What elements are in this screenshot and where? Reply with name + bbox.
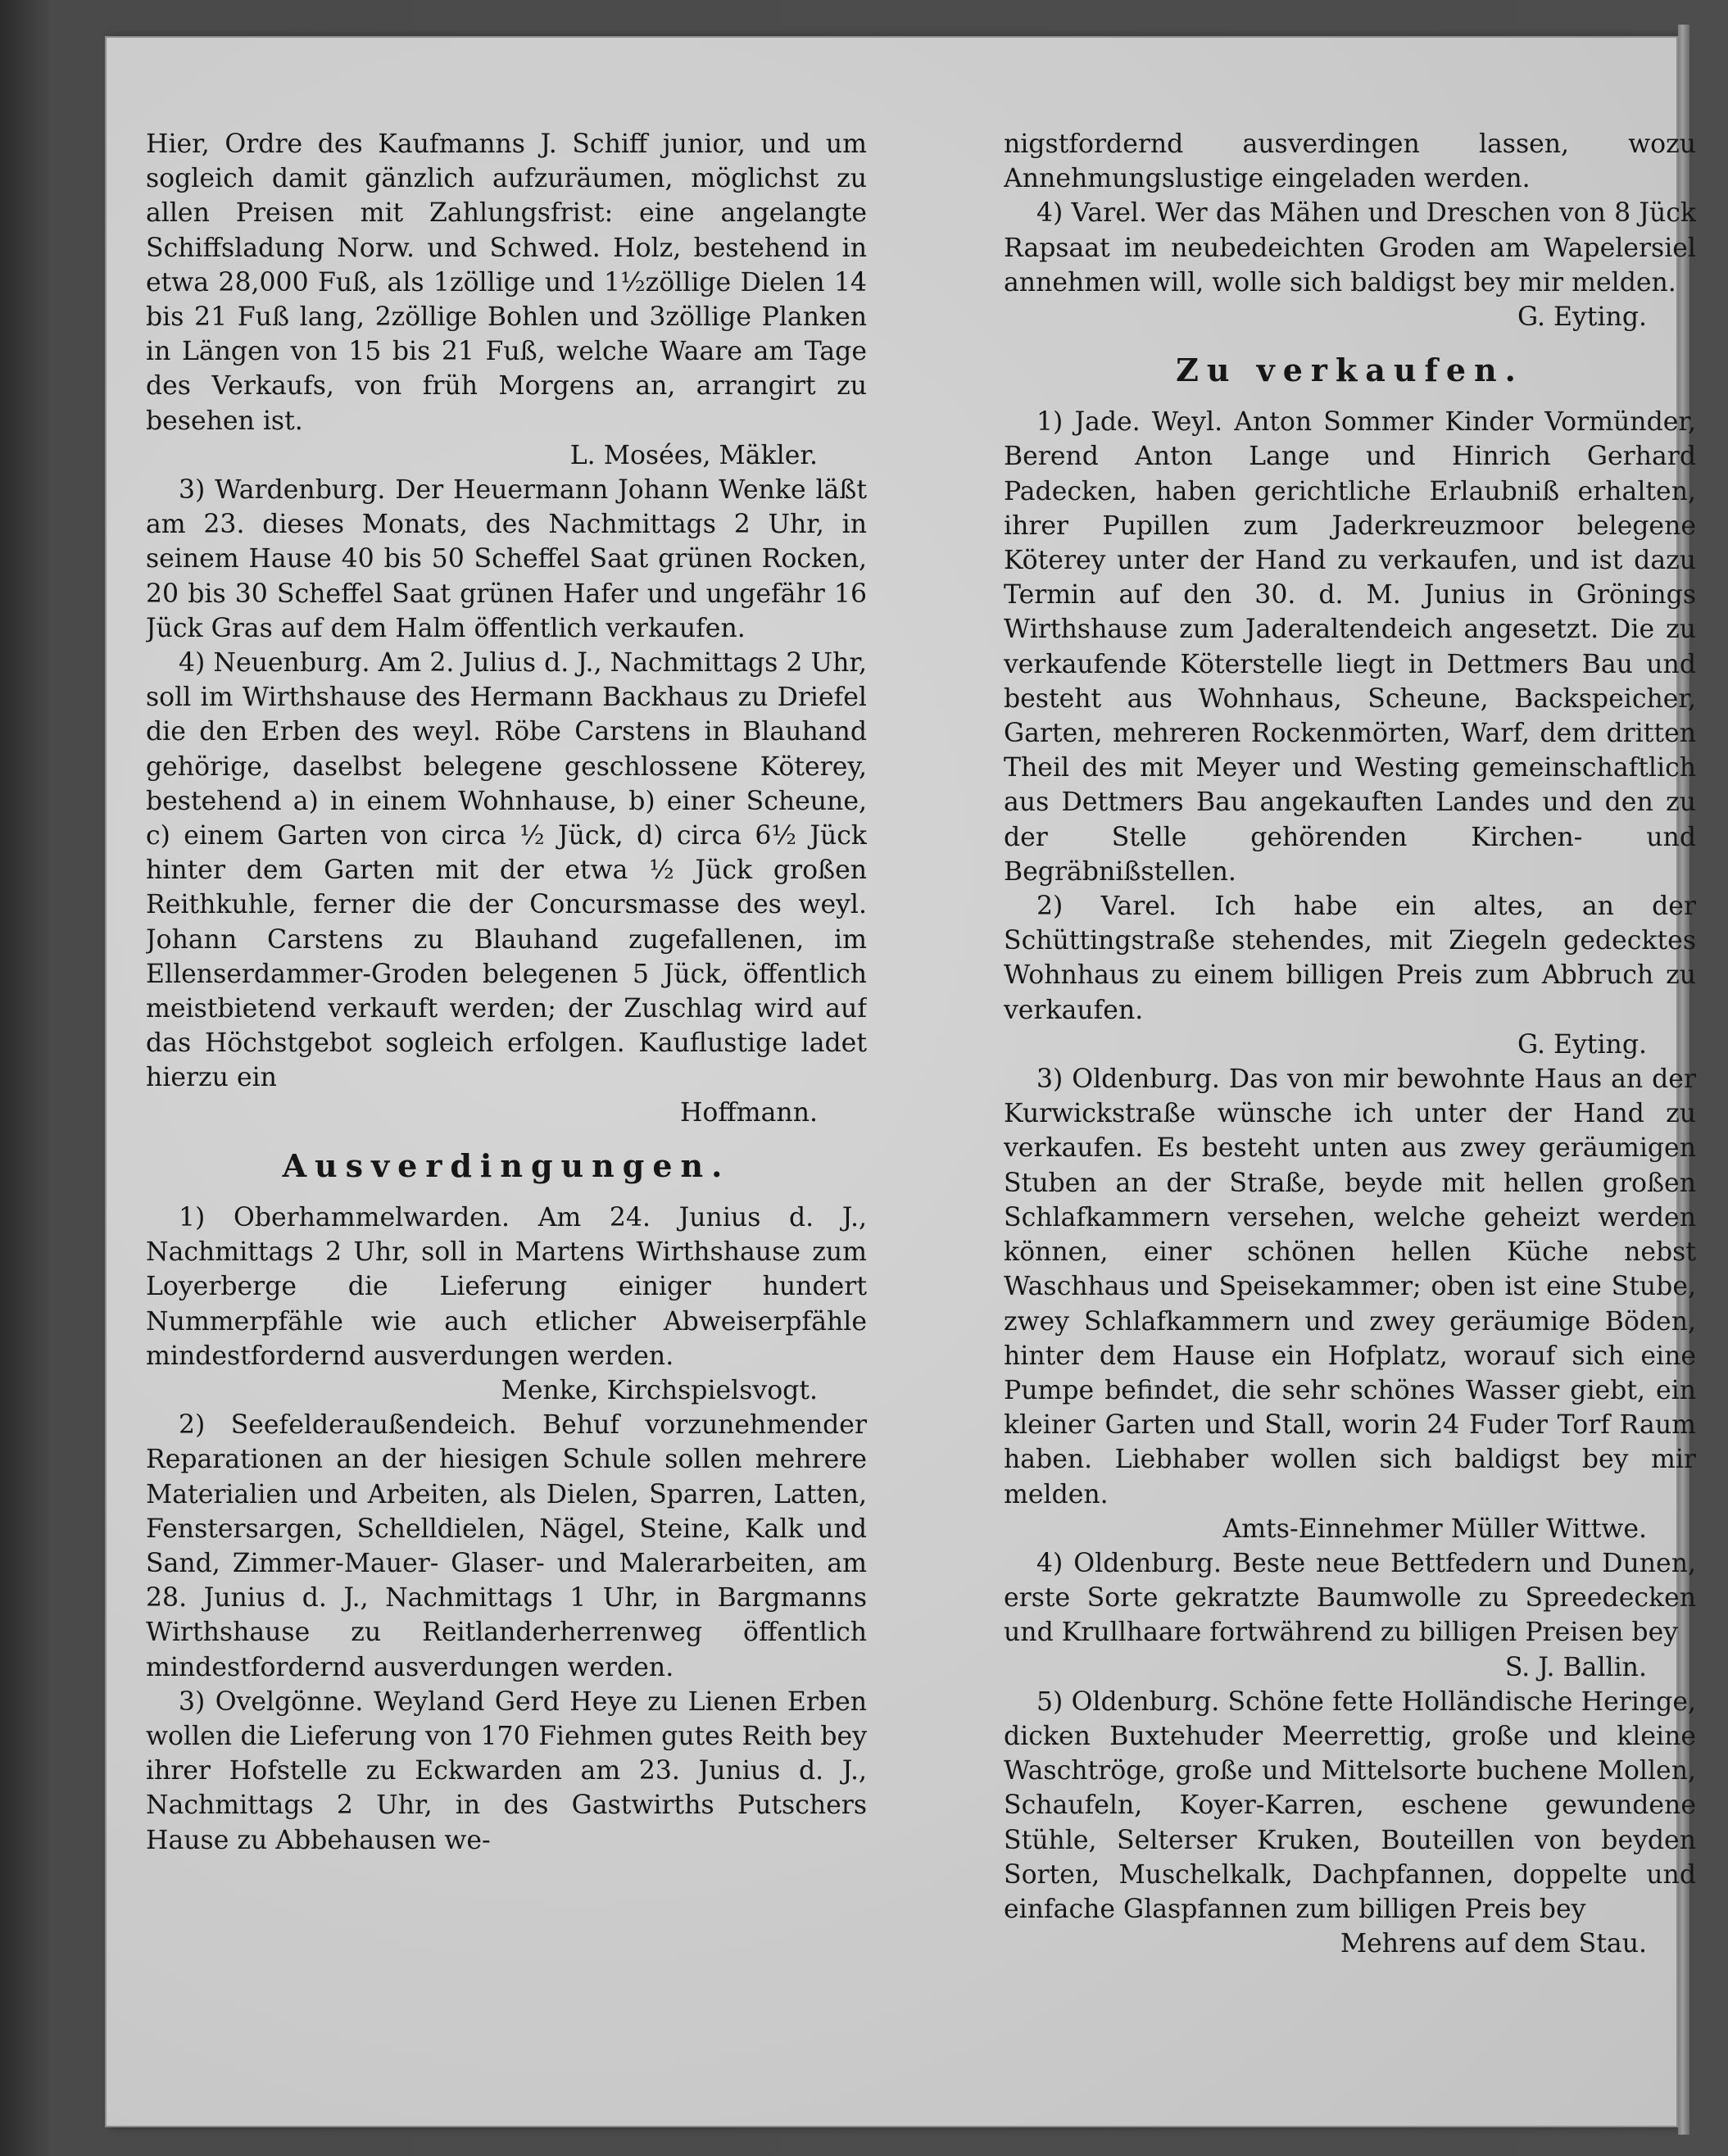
signature: Mehrens auf dem Stau. bbox=[1340, 1929, 1647, 1959]
signature: Menke, Kirchspielsvogt. bbox=[501, 1375, 818, 1405]
left-column bbox=[146, 127, 867, 1979]
signature: L. Mosées, Mäkler. bbox=[569, 440, 818, 470]
section-heading-ausverdingungen: Ausverdingungen. bbox=[282, 1146, 731, 1184]
entry-varel: 4) Varel. Wer das Mähen und Dreschen von 8 Jück Rapsaat im neubedeichten Groden am Wapelersiel annehmen will, wolle sich baldigst bey mir melden. bbox=[1004, 198, 1696, 297]
entry-varel-house: 2) Varel. Ich habe ein altes, an der Schüttingstraße stehendes, mit Ziegeln gedecktes Wohnhaus zu einem billigen Preis zum Abbruch zu verkaufen. bbox=[1004, 892, 1696, 1025]
entry-oldenburg-heringe: 5) Oldenburg. Schöne fette Holländische Heringe, dicken Buxtehuder Meerrettig, große und kleine Waschtröge, große und Mittelsorte buchene Mollen, Schaufeln, Koyer-Karren, eschene gewundene Stühle, Selterser Kruken, Bouteillen von beyden Sorten, Muschelkalk, Dachpfannen, doppelte und einfache Glaspfannen zum billigen Preis bey bbox=[1004, 1686, 1696, 1924]
section-heading-zu-verkaufen: Zu verkaufen. bbox=[1176, 352, 1524, 389]
signature: G. Eyting. bbox=[1517, 1029, 1647, 1060]
entry-oldenburg-bettfedern: 4) Oldenburg. Beste neue Bettfedern und Dunen, erste Sorte gekratzte Baumwolle zu Spreedecken und Krullhaare fortwährend zu billigen Preisen bey bbox=[1004, 1548, 1696, 1648]
signature: Hoffmann. bbox=[679, 1097, 818, 1128]
signature: G. Eyting. bbox=[1517, 302, 1647, 333]
signature: Amts-Einnehmer Müller Wittwe. bbox=[1222, 1514, 1647, 1544]
entry-wardenburg: 3) Wardenburg. Der Heuermann Johann Wenke läßt am 23. dieses Monats, des Nachmittags 2 Uhr, in seinem Hause 40 bis 50 Scheffel Saat grünen Rocken, 20 bis 30 Scheffel Saat grünen Hafer und ungefähr 16 Jück Gras auf dem Halm öffentlich verkaufen. bbox=[146, 475, 867, 643]
paragraph-continuation: nigstfordernd ausverdingen lassen, wozu Annehmungslustige eingeladen werden. bbox=[1004, 129, 1696, 194]
signature: S. J. Ballin. bbox=[1504, 1652, 1647, 1682]
entry-neuenburg: 4) Neuenburg. Am 2. Julius d. J., Nachmittags 2 Uhr, soll im Wirthshause des Hermann Backhaus zu Driefel die den Erben des weyl. Röbe Carstens in Blauhand gehörige, daselbst belegene geschlossene Köterey, bestehend a) in einem Wohnhause, b) einer Scheune, c) einem Garten von circa ½ Jück, d) circa 6½ Jück hinter dem Garten mit der etwa ½ Jück großen Reithkuhle, ferner die der Concursmasse des weyl. Johann Carstens zu Blauhand zugefallenen, im Ellenserdammer-Groden belegenen 5 Jück, öffentlich meistbietend verkauft werden; der Zuschlag wird auf das Höchstgebot sogleich erfolgen. Kauflustige ladet hierzu ein bbox=[146, 648, 867, 1093]
right-column bbox=[1004, 127, 1696, 1979]
entry-oldenburg-house: 3) Oldenburg. Das von mir bewohnte Haus an der Kurwickstraße wünsche ich unter der Hand zu verkaufen. Es besteht unten aus zwey geräumigen Stuben an der Straße, beyde mit hellen großen Schlafkammern versehen, welche geheizt werden können, einer schönen hellen Küche nebst Waschhaus und Speisekammer; oben ist eine Stube, zwey Schlafkammern und zwey geräumige Böden, hinter dem Hause ein Hofplatz, worauf sich eine Pumpe befindet, die sehr schönes Wasser giebt, ein kleiner Garten und Stall, worin 24 Fuder Torf Raum haben. Liebhaber wollen sich baldigst bey mir melden. bbox=[1004, 1064, 1696, 1509]
entry-jade: 1) Jade. Weyl. Anton Sommer Kinder Vormünder, Berend Anton Lange und Hinrich Gerhard Padecken, haben gerichtliche Erlaubniß erhalten, ihrer Pupillen zum Jaderkreuzmoor belegene Köterey unter der Hand zu verkaufen, und ist dazu Termin auf den 30. d. M. Junius in Grönings Wirthshause zum Jaderaltendeich angesetzt. Die zu verkaufende Köterstelle liegt in Dettmers Bau und besteht aus Wohnhaus, Scheune, Backspeicher, Garten, mehreren Rockenmörten, Warf, dem dritten Theil des mit Meyer und Westing gemeinschaftlich aus Dettmers Bau angekauften Landes und den zu der Stelle gehörenden Kirchen- und Begräbnißstellen. bbox=[1004, 407, 1696, 887]
entry-oberhammelwarden: 1) Oberhammelwarden. Am 24. Junius d. J., Nachmittags 2 Uhr, soll in Martens Wirthshause zum Loyerberge die Lieferung einiger hundert Nummerpfähle wie auch etlicher Abweiserpfähle mindestfordernd ausverdungen werden. bbox=[146, 1202, 867, 1371]
entry-seefelderaussendeich: 2) Seefelderaußendeich. Behuf vorzunehmender Reparationen an der hiesigen Schule sollen mehrere Materialien und Arbeiten, als Dielen, Sparren, Latten, Fenstersargen, Schelldielen, Nägel, Steine, Kalk und Sand, Zimmer-Mauer- Glaser- und Malerarbeiten, am 28. Junius d. J., Nachmittags 1 Uhr, in Bargmanns Wirthshause zu Reitlanderherrenweg öffentlich mindestfordernd ausverdungen werden. bbox=[146, 1410, 867, 1682]
entry-ovelgoenne: 3) Ovelgönne. Weyland Gerd Heye zu Lienen Erben wollen die Lieferung von 170 Fiehmen gutes Reith bey ihrer Hofstelle zu Eckwarden am 23. Junius d. J., Nachmittags 2 Uhr, in des Gastwirths Putschers Hause zu Abbehausen we- bbox=[146, 1686, 867, 1855]
paragraph: Hier, Ordre des Kaufmanns J. Schiff junior, und um sogleich damit gänzlich aufzuräumen, möglichst zu allen Preisen mit Zahlungsfrist: eine angelangte Schiffsladung Norw. und Schwed. Holz, bestehend in etwa 28,000 Fuß, als 1zöllige und 1½zöllige Dielen 14 bis 21 Fuß lang, 2zöllige Bohlen und 3zöllige Planken in Längen von 15 bis 21 Fuß, welche Waare am Tage des Verkaufs, von früh Morgens an, arrangirt zu besehen ist. bbox=[146, 129, 867, 436]
